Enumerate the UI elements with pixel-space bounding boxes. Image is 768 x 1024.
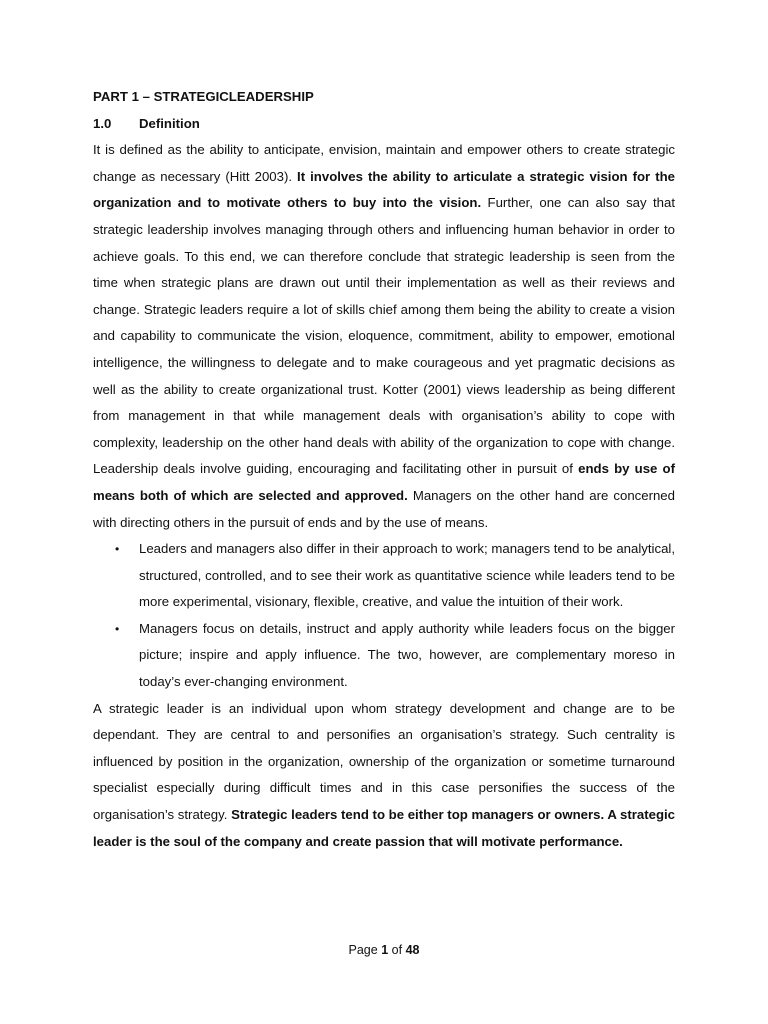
bullet-icon: •	[115, 542, 120, 557]
page-number: 1	[381, 943, 389, 957]
bullet-list	[93, 536, 675, 696]
bullet-icon: •	[115, 621, 120, 636]
text-run-bold: ends by use of means both of which are selected and approved.	[93, 461, 675, 503]
text-run-bold: Strategic leaders tend to be either top managers or owners. A strategic leader is the soul of the company and create passion that will motivate performance.	[93, 807, 675, 849]
part-title: PART 1 – STRATEGICLEADERSHIP	[93, 89, 314, 104]
total-pages: 48	[405, 943, 420, 957]
page-content	[93, 84, 675, 855]
bullet-text: Leaders and managers also differ in their approach to work; managers tend to be analytical, structured, controlled, and to see their work as quantitative science while leaders tend to be more experimental, visionary, flexible, creative, and value the intuition of their work.	[139, 541, 675, 610]
bullet-item	[115, 536, 675, 616]
text-run: Further, one can also say that strategic leadership involves managing through others and influencing human behavior in order to achieve goals. To this end, we can therefore conclude that strategic leadership is seen from the time when strategic plans are drawn out until their implementation as well as their reviews and change. Strategic leaders require a lot of skills chief among them being the ability to create a vision and capability to communicate the vision, eloquence, commitment, ability to empower, emotional intelligence, the willingness to delegate and to make courageous and yet pragmatic decisions as well as the ability to create organizational trust. Kotter (2001) views leadership as being different from management in that while management deals with organisation’s ability to cope with complexity, leadership on the other hand deals with ability of the organization to cope with change. Leadership deals involve guiding, encouraging and facilitating other in pursuit of	[93, 195, 675, 477]
page-label: Page	[348, 943, 378, 957]
of-label: of	[391, 943, 403, 957]
definition-paragraph	[93, 137, 675, 536]
section-number: 1.0	[93, 115, 112, 131]
text-run-bold: It involves the ability to articulate a strategic vision for the organization and to motivate others to buy into the vision.	[93, 168, 675, 211]
section-heading	[93, 111, 675, 138]
text-run: A strategic leader is an individual upon whom strategy development and change are to be dependant. They are central to and personifies an organisation’s strategy. Such centrality is influenced by position in the organization, ownership of the organization or sometime turnaround specialist especially during difficult times and in this case personifies the success of the organisation’s strategy.	[93, 700, 675, 823]
bullet-text: Managers focus on details, instruct and apply authority while leaders focus on the bigger picture; inspire and apply influence. The two, however, are complementary moreso in today’s ever-changing environment.	[139, 620, 675, 690]
text-run: Managers on the other hand are concerned with directing others in the pursuit of ends and by the use of means.	[93, 487, 675, 530]
strategic-leader-paragraph	[93, 696, 675, 856]
section-title: Definition	[139, 115, 200, 131]
text-run: It is defined as the ability to anticipate, envision, maintain and empower others to create strategic change as necessary (Hitt 2003).	[93, 142, 675, 184]
page-footer	[0, 943, 768, 957]
bullet-item	[115, 616, 675, 696]
